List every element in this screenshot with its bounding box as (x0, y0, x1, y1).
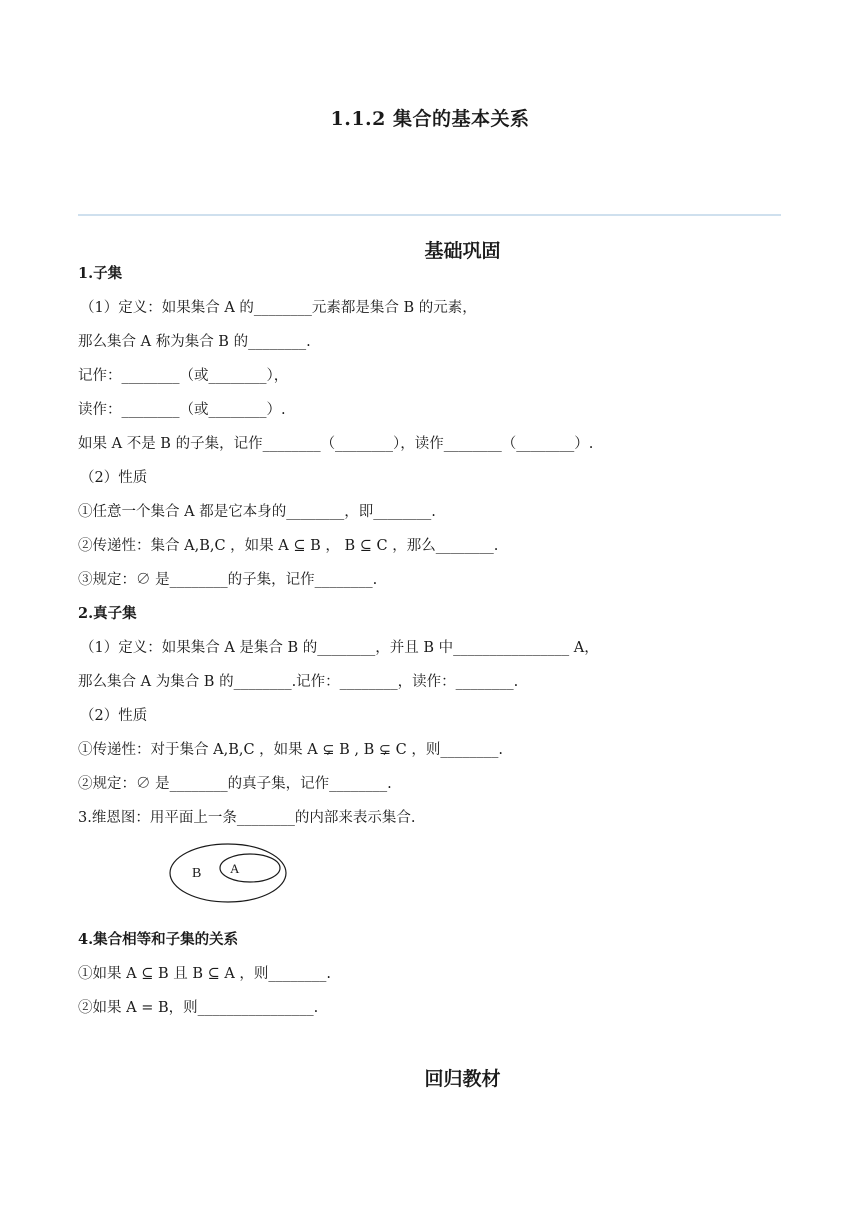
venn-diagram (168, 842, 290, 904)
venn-inner-set (220, 854, 280, 882)
line-not-subset: 如果 A 不是 B 的子集，记作________（________），读作________（________）. (78, 436, 594, 452)
venn-label-a: A (230, 861, 240, 876)
page-title: 1.1.2 集合的基本关系 (330, 108, 530, 130)
line-equality-1: ①如果 A ⊆ B 且 B ⊆ A ，则________. (78, 966, 332, 982)
section-title-basic: 基础巩固 (424, 240, 501, 262)
line-equality-2: ②如果 A = B，则________________. (78, 1000, 319, 1016)
line-subset-definition: （1）定义：如果集合 A 的________元素都是集合 B 的元素， (80, 300, 477, 316)
heading-proper-subset: 2.真子集 (78, 605, 137, 622)
venn-outer-set (170, 844, 286, 902)
line-subset-definition-cont: 那么集合 A 称为集合 B 的________. (78, 334, 311, 350)
line-venn: 3.维恩图：用平面上一条________的内部来表示集合. (78, 810, 416, 826)
venn-label-b: B (192, 866, 202, 881)
line-property-2: ②传递性：集合 A,B,C ，如果 A ⊆ B ， B ⊆ C ，那么________. (78, 538, 499, 554)
line-proper-definition-cont: 那么集合 A 为集合 B 的________.记作：________，读作：________. (78, 674, 519, 690)
heading-equality: 4.集合相等和子集的关系 (78, 931, 239, 948)
line-proper-property-1: ①传递性：对于集合 A,B,C ，如果 A ⊊ B , B ⊊ C ，则________. (78, 742, 503, 758)
divider (78, 214, 781, 216)
line-property-3: ③规定：∅ 是________的子集，记作________. (78, 572, 378, 588)
line-property-1: ①任意一个集合 A 都是它本身的________，即________. (78, 504, 436, 520)
section-title-textbook: 回归教材 (424, 1068, 501, 1090)
heading-subset: 1.子集 (78, 265, 123, 282)
line-subset-reading: 读作：________（或________）. (78, 402, 286, 418)
line-subset-notation: 记作：________（或________）， (78, 368, 289, 384)
line-proper-property-2: ②规定：∅ 是________的真子集，记作________. (78, 776, 392, 792)
line-proper-definition: （1）定义：如果集合 A 是集合 B 的________，并且 B 中________________ A， (80, 640, 599, 656)
line-subset-properties: （2）性质 (80, 470, 148, 486)
line-proper-properties: （2）性质 (80, 708, 148, 724)
